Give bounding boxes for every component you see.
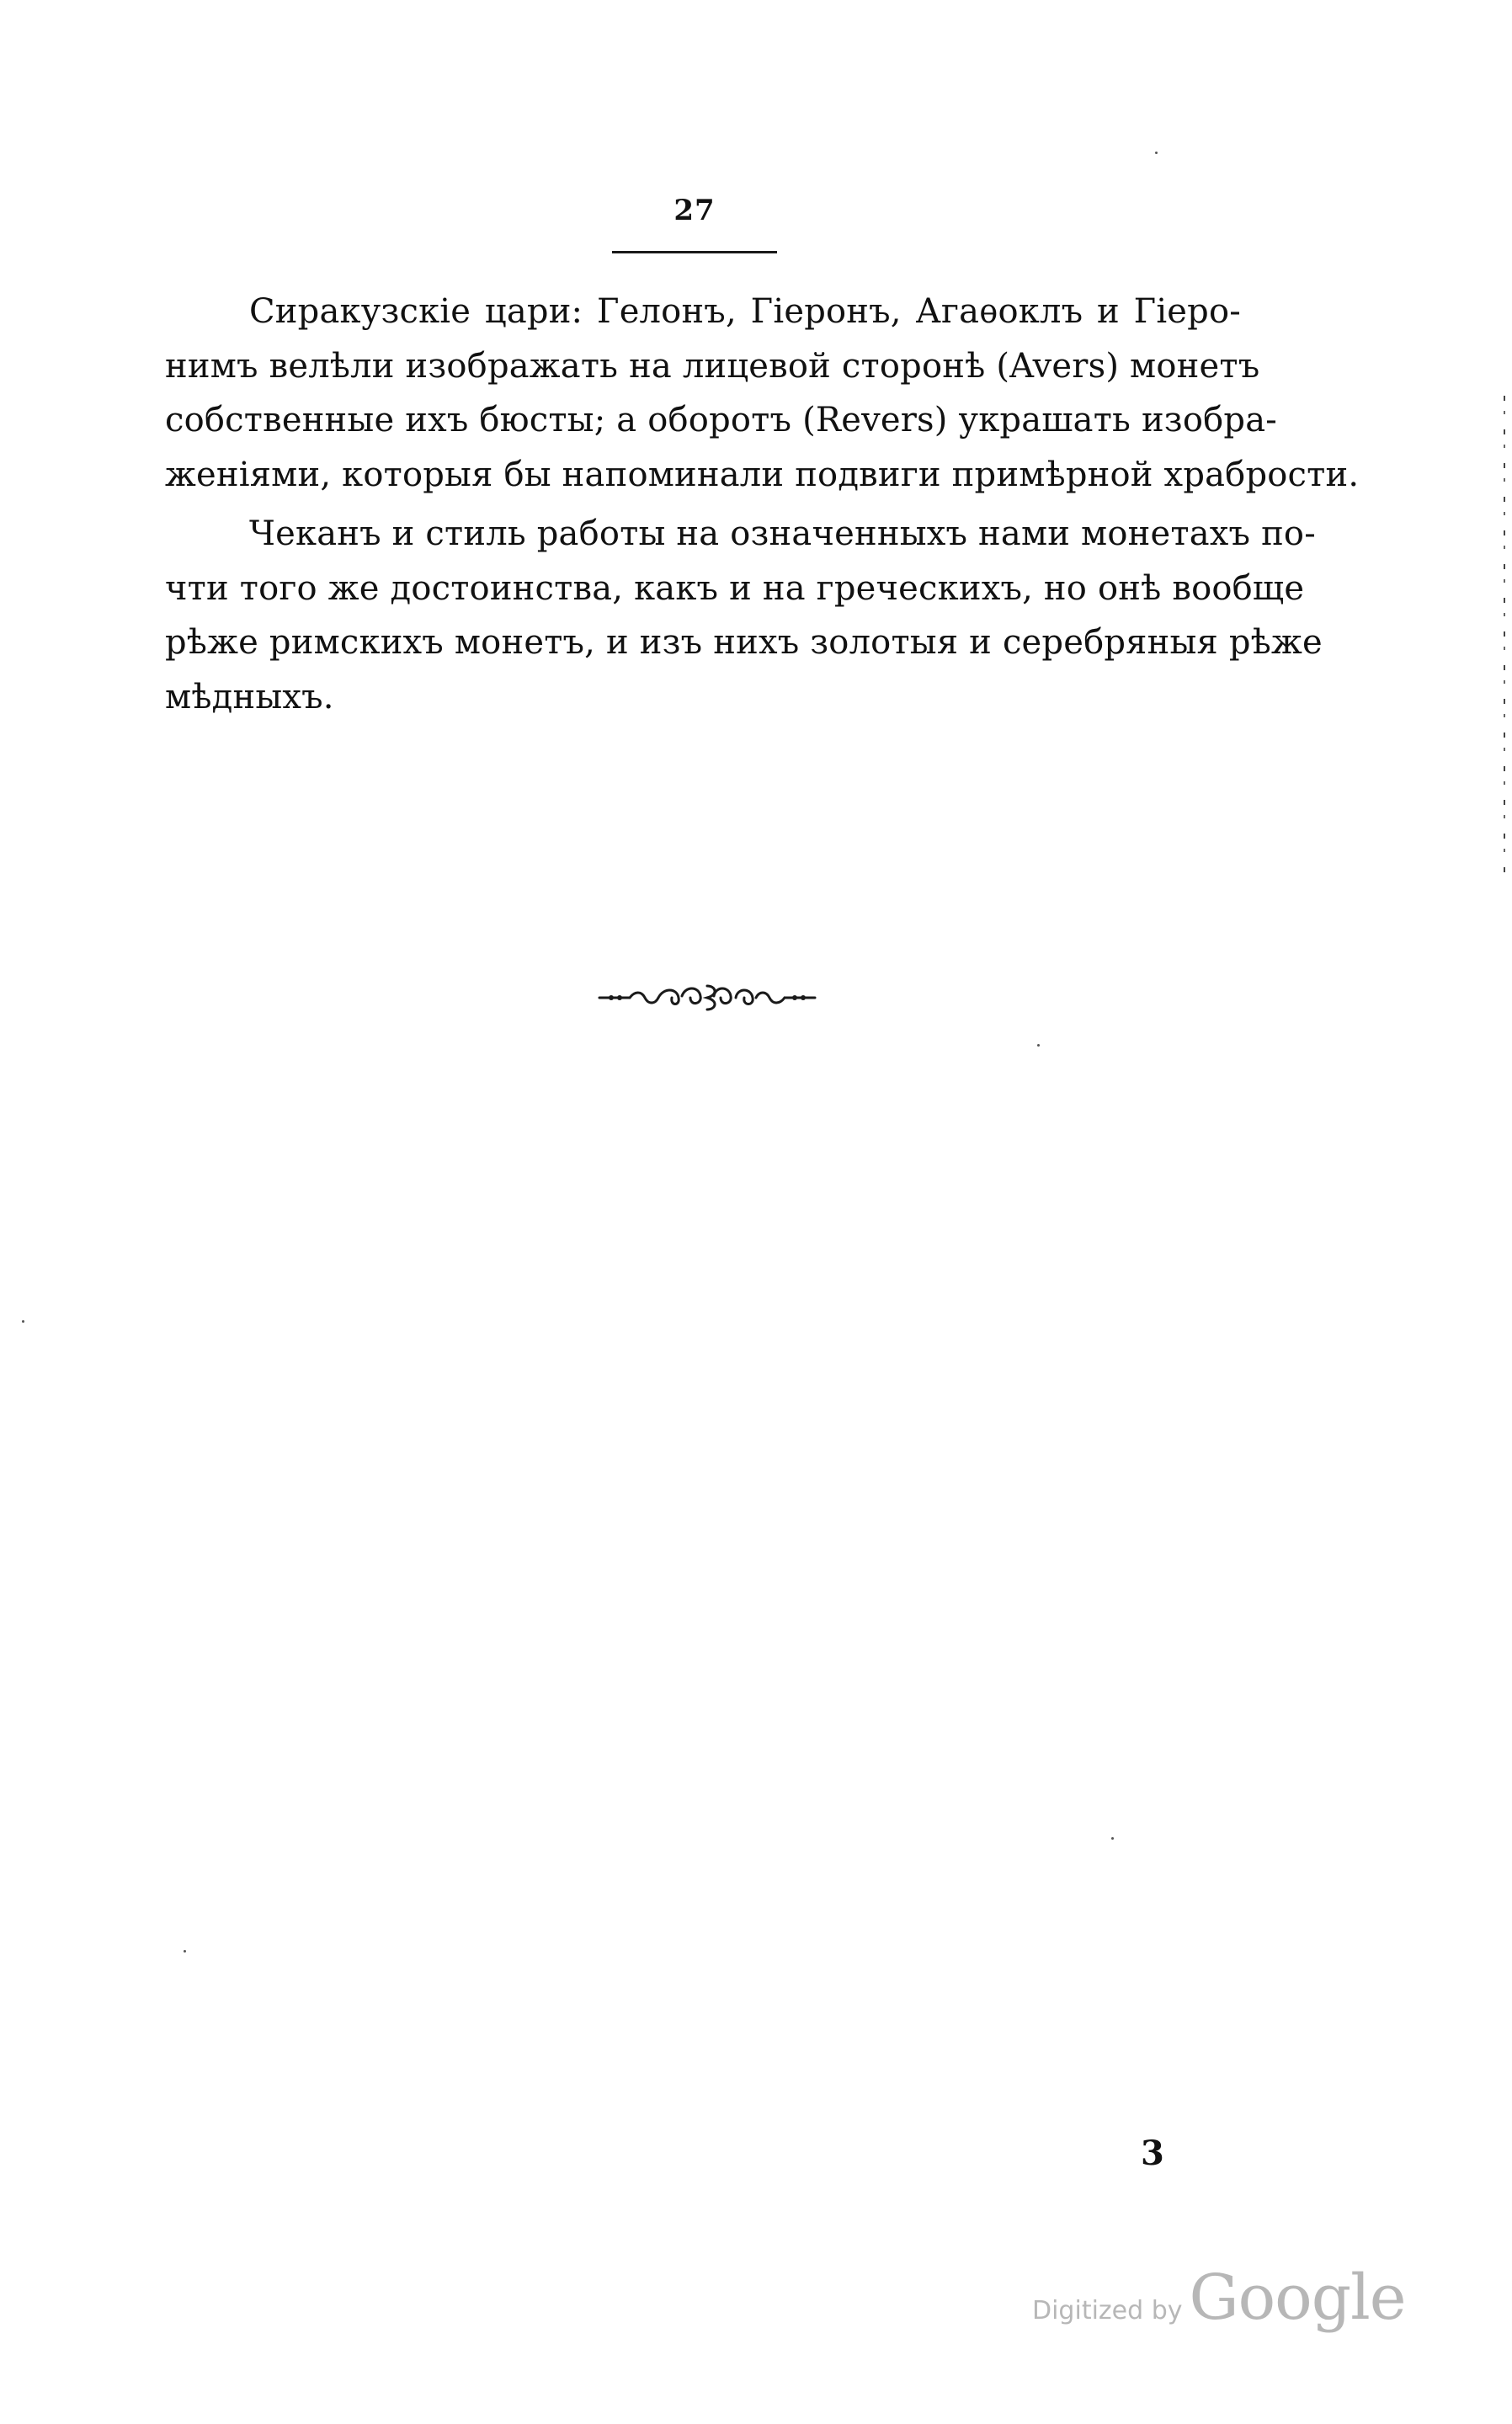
paragraph-2-line-3: рѣже римскихъ монетъ, и изъ нихъ золотыя и серебряныя рѣже: [165, 623, 1323, 662]
scan-speck: [1037, 1044, 1040, 1047]
digitized-watermark: [1032, 2262, 1406, 2334]
scan-speck: [184, 1950, 186, 1953]
scan-speck: [1111, 1837, 1114, 1840]
paragraph-2-line-2: чти того же достоинства, какъ и на греческихъ, но онѣ вообще: [165, 568, 1305, 608]
scan-speck: [1155, 152, 1158, 154]
decorative-flourish-icon: [596, 979, 818, 1013]
watermark-brand: Google: [1189, 2262, 1406, 2334]
paragraph-1-line-2: нимъ велѣли изображать на лицевой сторонѣ (Avers) монетъ: [165, 346, 1260, 386]
scan-speck: [22, 1320, 24, 1323]
text-block: [165, 285, 1360, 724]
watermark-prefix: Digitized by: [1032, 2296, 1183, 2325]
paragraph-2-line-1: Чеканъ и стиль работы на означенныхъ нами монетахъ по-: [249, 514, 1316, 553]
paragraph-1-line-3: собственные ихъ бюсты; а оборотъ (Revers) украшать изобра-: [165, 401, 1277, 440]
paragraph-2-line-4: мѣдныхъ.: [165, 677, 334, 717]
paragraph-1-line-4: женіями, которыя бы напоминали подвиги примѣрной храбрости.: [165, 455, 1360, 494]
paragraph-1-line-1: Сиракузскіе цари: Гелонъ, Гіеронъ, Агаѳоклъ и Гіеро-: [249, 292, 1241, 331]
signature-mark: 3: [1141, 2134, 1164, 2173]
header-rule: [612, 251, 777, 253]
scan-edge-marks: [1504, 396, 1505, 876]
page-number: 27: [673, 194, 716, 227]
